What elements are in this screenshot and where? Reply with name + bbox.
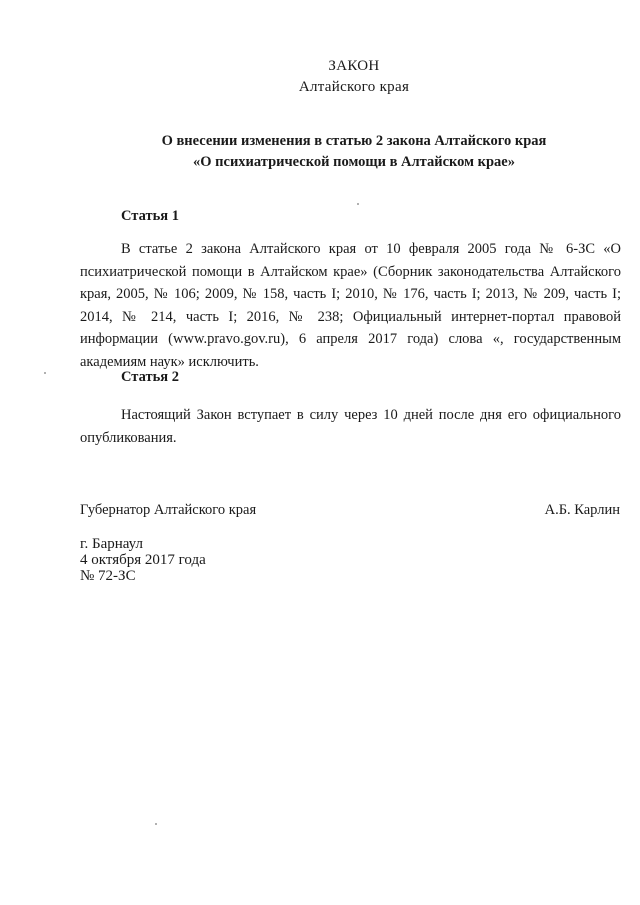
article-2-heading: Статья 2 bbox=[121, 369, 179, 385]
signing-place: г. Барнаул bbox=[80, 536, 143, 552]
article-1-heading: Статья 1 bbox=[121, 208, 179, 224]
signing-date: 4 октября 2017 года bbox=[80, 552, 206, 568]
scan-speck bbox=[155, 823, 157, 825]
article-1-text: В статье 2 закона Алтайского края от 10 февраля 2005 года № 6-ЗС «О психиатрической помощи в Алтайском крае» (Сборник законодательства Алтайского края, 2005, № 106; 2009, № 158, часть I; 2010, № 176, часть I; 2013, № 209, часть I; 2014, № 214, часть I; 2016, № 238; Официальный интернет-портал правовой информации (www.pravo.gov.ru), 6 апреля 2017 года) слова «, государственным академиям наук» исключить. bbox=[80, 241, 621, 370]
signer-title: Губернатор Алтайского края bbox=[80, 502, 257, 518]
subject-line-1: О внесении изменения в статью 2 закона Алтайского края bbox=[161, 133, 547, 149]
document-type: ЗАКОН bbox=[328, 58, 380, 74]
scan-speck bbox=[357, 203, 359, 205]
article-2-text: Настоящий Закон вступает в силу через 10 дней после дня его официального опубликования. bbox=[80, 407, 621, 446]
document-region: Алтайского края bbox=[298, 79, 410, 95]
subject-line-2: «О психиатрической помощи в Алтайском крае» bbox=[193, 154, 515, 170]
signer-name: А.Б. Карлин bbox=[544, 502, 620, 518]
scan-speck bbox=[44, 372, 46, 374]
law-number: № 72-ЗС bbox=[80, 568, 136, 584]
